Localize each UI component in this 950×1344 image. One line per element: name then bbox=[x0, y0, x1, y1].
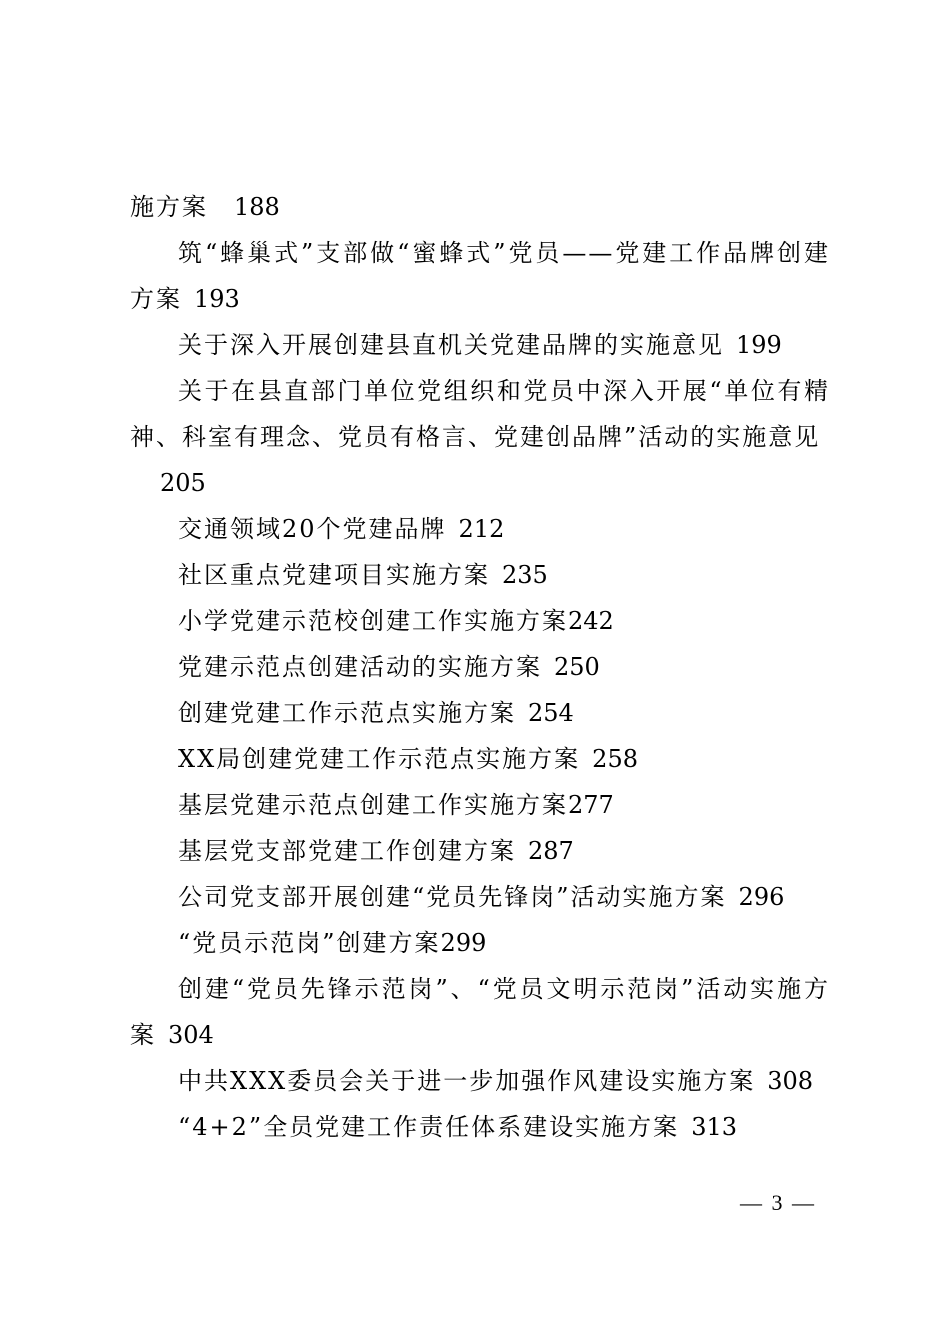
toc-entry-title: “4+2”全员党建工作责任体系建设实施方案 bbox=[178, 1113, 680, 1141]
toc-entry-continued bbox=[130, 184, 830, 230]
toc-entry-page: 199 bbox=[736, 331, 782, 359]
toc-entry bbox=[130, 782, 830, 828]
toc-entry-page: 299 bbox=[440, 929, 487, 957]
toc-entry-title: 党建示范点创建活动的实施方案 bbox=[178, 653, 542, 681]
toc-entry bbox=[130, 598, 830, 644]
toc-entry bbox=[130, 1058, 830, 1104]
toc-entry bbox=[130, 230, 830, 322]
toc-entry bbox=[130, 920, 830, 966]
toc-entry bbox=[130, 644, 830, 690]
toc-entry-title: 小学党建示范校创建工作实施方案 bbox=[178, 607, 568, 635]
toc-entry-page: 254 bbox=[528, 699, 574, 727]
toc-entry-title: 基层党建示范点创建工作实施方案 bbox=[178, 791, 568, 819]
toc-entry-title: 基层党支部党建工作创建方案 bbox=[178, 837, 516, 865]
toc-entry-page: 277 bbox=[568, 791, 614, 819]
toc-entry-title: 创建“党员先锋示范岗”、“党员文明示范岗”活动实施方案 bbox=[130, 975, 830, 1049]
toc-entry-title: 关于在县直部门单位党组织和党员中深入开展“单位有精神、科室有理念、党员有格言、党建创品牌”活动的实施意见 bbox=[130, 377, 830, 451]
page-number: — 3 — bbox=[740, 1190, 816, 1215]
toc-entry-title: 创建党建工作示范点实施方案 bbox=[178, 699, 516, 727]
toc-entry-title: 中共XXX委员会关于进一步加强作风建设实施方案 bbox=[178, 1067, 756, 1095]
toc-entry-page: 205 bbox=[160, 469, 206, 497]
toc-entry-page: 313 bbox=[691, 1113, 737, 1141]
toc-entry-title: 筑“蜂巢式”支部做“蜜蜂式”党员——党建工作品牌创建方案 bbox=[130, 239, 830, 313]
toc-entry-page: 296 bbox=[738, 883, 785, 911]
toc-entry-page: 304 bbox=[168, 1021, 214, 1049]
toc-entry bbox=[130, 552, 830, 598]
toc-entry-page: 258 bbox=[592, 745, 638, 773]
toc-entry-page: 235 bbox=[502, 561, 548, 589]
toc-entry-title: “党员示范岗”创建方案 bbox=[178, 929, 441, 957]
toc-entry bbox=[130, 874, 830, 920]
toc-entry-page-line bbox=[130, 460, 830, 506]
toc-entry bbox=[130, 1104, 830, 1150]
toc-entry bbox=[130, 828, 830, 874]
toc-entry-title: XX局创建党建工作示范点实施方案 bbox=[178, 745, 581, 773]
toc-entry bbox=[130, 966, 830, 1058]
toc-entry bbox=[130, 736, 830, 782]
toc-entry bbox=[130, 322, 830, 368]
toc-entry-title: 交通领域20个党建品牌 bbox=[178, 515, 447, 543]
toc-entry bbox=[130, 506, 830, 552]
toc-entry-title: 社区重点党建项目实施方案 bbox=[178, 561, 490, 589]
toc-entry-page: 212 bbox=[458, 515, 505, 543]
toc-entry bbox=[130, 368, 830, 460]
toc-entry bbox=[130, 690, 830, 736]
toc-entry-title: 公司党支部开展创建“党员先锋岗”活动实施方案 bbox=[178, 883, 727, 911]
toc-entry-title: 关于深入开展创建县直机关党建品牌的实施意见 bbox=[178, 331, 724, 359]
toc-entry-page: 287 bbox=[528, 837, 574, 865]
toc-entry-page: 188 bbox=[234, 193, 280, 221]
toc-entry-page: 193 bbox=[194, 285, 240, 313]
toc-entry-page: 242 bbox=[568, 607, 614, 635]
table-of-contents bbox=[130, 184, 830, 1150]
toc-entry-title: 施方案 bbox=[130, 193, 208, 221]
toc-entry-page: 308 bbox=[767, 1067, 814, 1095]
toc-entry-page: 250 bbox=[554, 653, 600, 681]
